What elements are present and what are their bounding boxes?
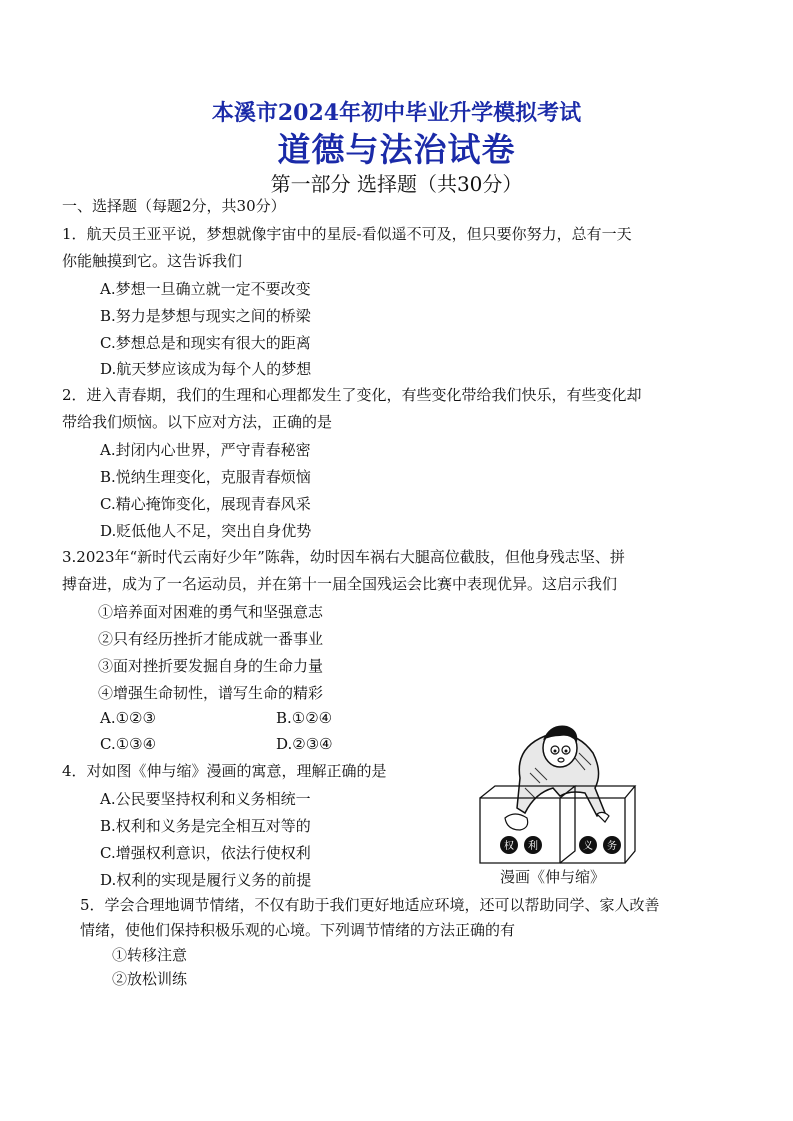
q3-statement-4: ④增强生命韧性，谱写生命的精彩 [98,684,324,702]
q1-stem-line-2: 你能触摸到它。这告诉我们 [62,252,243,270]
q4-option-c: C.增强权利意识，依法行使权利 [100,844,311,862]
q4-option-d: D.权利的实现是履行义务的前提 [100,871,312,889]
q3-statement-3: ③面对挫折要发掘自身的生命力量 [98,657,324,675]
ball-label-4: 务 [607,841,617,852]
q2-option-d: D.贬低他人不足，突出自身优势 [100,522,312,540]
q2-option-b: B.悦纳生理变化，克服青春烦恼 [100,468,311,486]
q3-statement-2: ②只有经历挫折才能成就一番事业 [98,630,324,648]
q2-option-c: C.精心掩饰变化，展现青春风采 [100,495,311,513]
q1-option-d: D.航天梦应该成为每个人的梦想 [100,360,312,378]
ball-label-2: 利 [528,841,538,852]
q3-option-b: B.①②④ [276,709,333,727]
cartoon-figure [475,718,640,866]
q5-stem-line-2: 情绪，使他们保持积极乐观的心境。下列调节情绪的方法正确的有 [80,921,516,939]
q4-option-b: B.权利和义务是完全相互对等的 [100,817,311,835]
q2-option-a: A.封闭内心世界，严守青春秘密 [100,441,311,459]
q1-stem-line-1: 1．航天员王亚平说，梦想就像宇宙中的星辰-看似遥不可及，但只要你努力，总有一天 [62,225,632,243]
section-title: 一、选择题（每题2分，共30分） [62,197,286,215]
exam-title: 本溪市2024年初中毕业升学模拟考试 [211,100,582,126]
q3-option-d: D.②③④ [276,735,333,753]
q5-stem-line-1: 5．学会合理地调节情绪，不仅有助于我们更好地适应环境，还可以帮助同学、家人改善 [80,896,660,914]
q3-stem-line-2: 搏奋进，成为了一名运动员，并在第十一届全国残运会比赛中表现优异。这启示我们 [62,575,618,593]
q3-option-a: A.①②③ [100,709,156,727]
q1-option-a: A.梦想一旦确立就一定不要改变 [100,280,311,298]
subject-title: 道德与法治试卷 [277,130,516,169]
part-title: 第一部分 选择题（共30分） [270,172,523,196]
q5-statement-2: ②放松训练 [112,970,188,988]
q1-option-b: B.努力是梦想与现实之间的桥梁 [100,307,311,325]
q5-statement-1: ①转移注意 [112,946,188,964]
q2-stem-line-1: 2．进入青春期，我们的生理和心理都发生了变化，有些变化带给我们快乐，有些变化却 [62,386,642,404]
q3-option-c: C.①③④ [100,735,157,753]
ball-label-1: 权 [504,841,514,852]
q2-stem-line-2: 带给我们烦恼。以下应对方法，正确的是 [62,413,333,431]
q4-option-a: A.公民要坚持权利和义务相统一 [100,790,311,808]
q3-statement-1: ①培养面对困难的勇气和坚强意志 [98,603,324,621]
q1-option-c: C.梦想总是和现实有很大的距离 [100,334,311,352]
q4-stem-line-1: 4．对如图《伸与缩》漫画的寓意，理解正确的是 [62,762,387,780]
q3-stem-line-1: 3.2023年“新时代云南好少年”陈犇，幼时因车祸右大腿高位截肢，但他身残志坚、拼 [62,548,625,566]
ball-label-3: 义 [583,841,593,852]
figure-caption: 漫画《伸与缩》 [500,868,606,886]
